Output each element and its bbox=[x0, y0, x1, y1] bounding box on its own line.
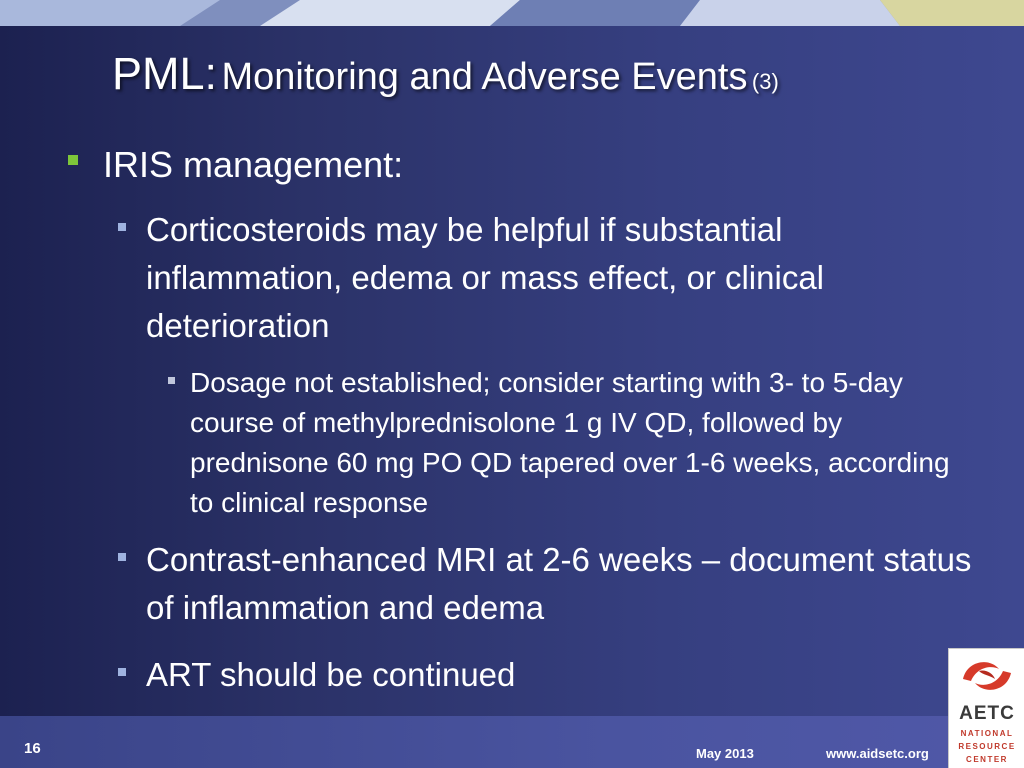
bullet-square-icon bbox=[168, 377, 175, 384]
top-decoration bbox=[0, 0, 1024, 26]
footer-date: May 2013 bbox=[696, 746, 754, 761]
bullet-square-icon bbox=[68, 155, 78, 165]
bullet-square-icon bbox=[118, 668, 126, 676]
logo-line-center: CENTER bbox=[966, 755, 1008, 764]
bullet-art: ART should be continued bbox=[146, 656, 516, 693]
title-sub: Monitoring and Adverse Events bbox=[221, 56, 748, 98]
bullet-dosage: Dosage not established; consider starting with 3- to 5-day course of methylprednisolone 1 g IV QD, followed by prednisone 60 mg PO QD tapered over 1-6 weeks, according to clinical response bbox=[190, 367, 950, 518]
footer-website: www.aidsetc.org bbox=[826, 746, 929, 761]
aetc-logo-mark-icon bbox=[949, 649, 1024, 703]
bullet-square-icon bbox=[118, 223, 126, 231]
bullet-mri: Contrast-enhanced MRI at 2-6 weeks – document status of inflammation and edema bbox=[146, 541, 972, 626]
logo-line-national: NATIONAL bbox=[960, 729, 1014, 738]
title-main: PML: bbox=[112, 48, 218, 99]
bullet-iris-management: IRIS management: bbox=[103, 144, 404, 185]
bullet-square-icon bbox=[118, 553, 126, 561]
bullet-corticosteroids: Corticosteroids may be helpful if substantial inflammation, edema or mass effect, or clinical deterioration bbox=[146, 211, 824, 344]
title-number: (3) bbox=[751, 69, 779, 94]
logo-line-resource: RESOURCE bbox=[958, 742, 1016, 751]
aetc-logo bbox=[948, 648, 1024, 768]
page-number: 16 bbox=[24, 740, 41, 757]
slide-title bbox=[112, 48, 779, 100]
logo-name: AETC bbox=[959, 703, 1015, 724]
